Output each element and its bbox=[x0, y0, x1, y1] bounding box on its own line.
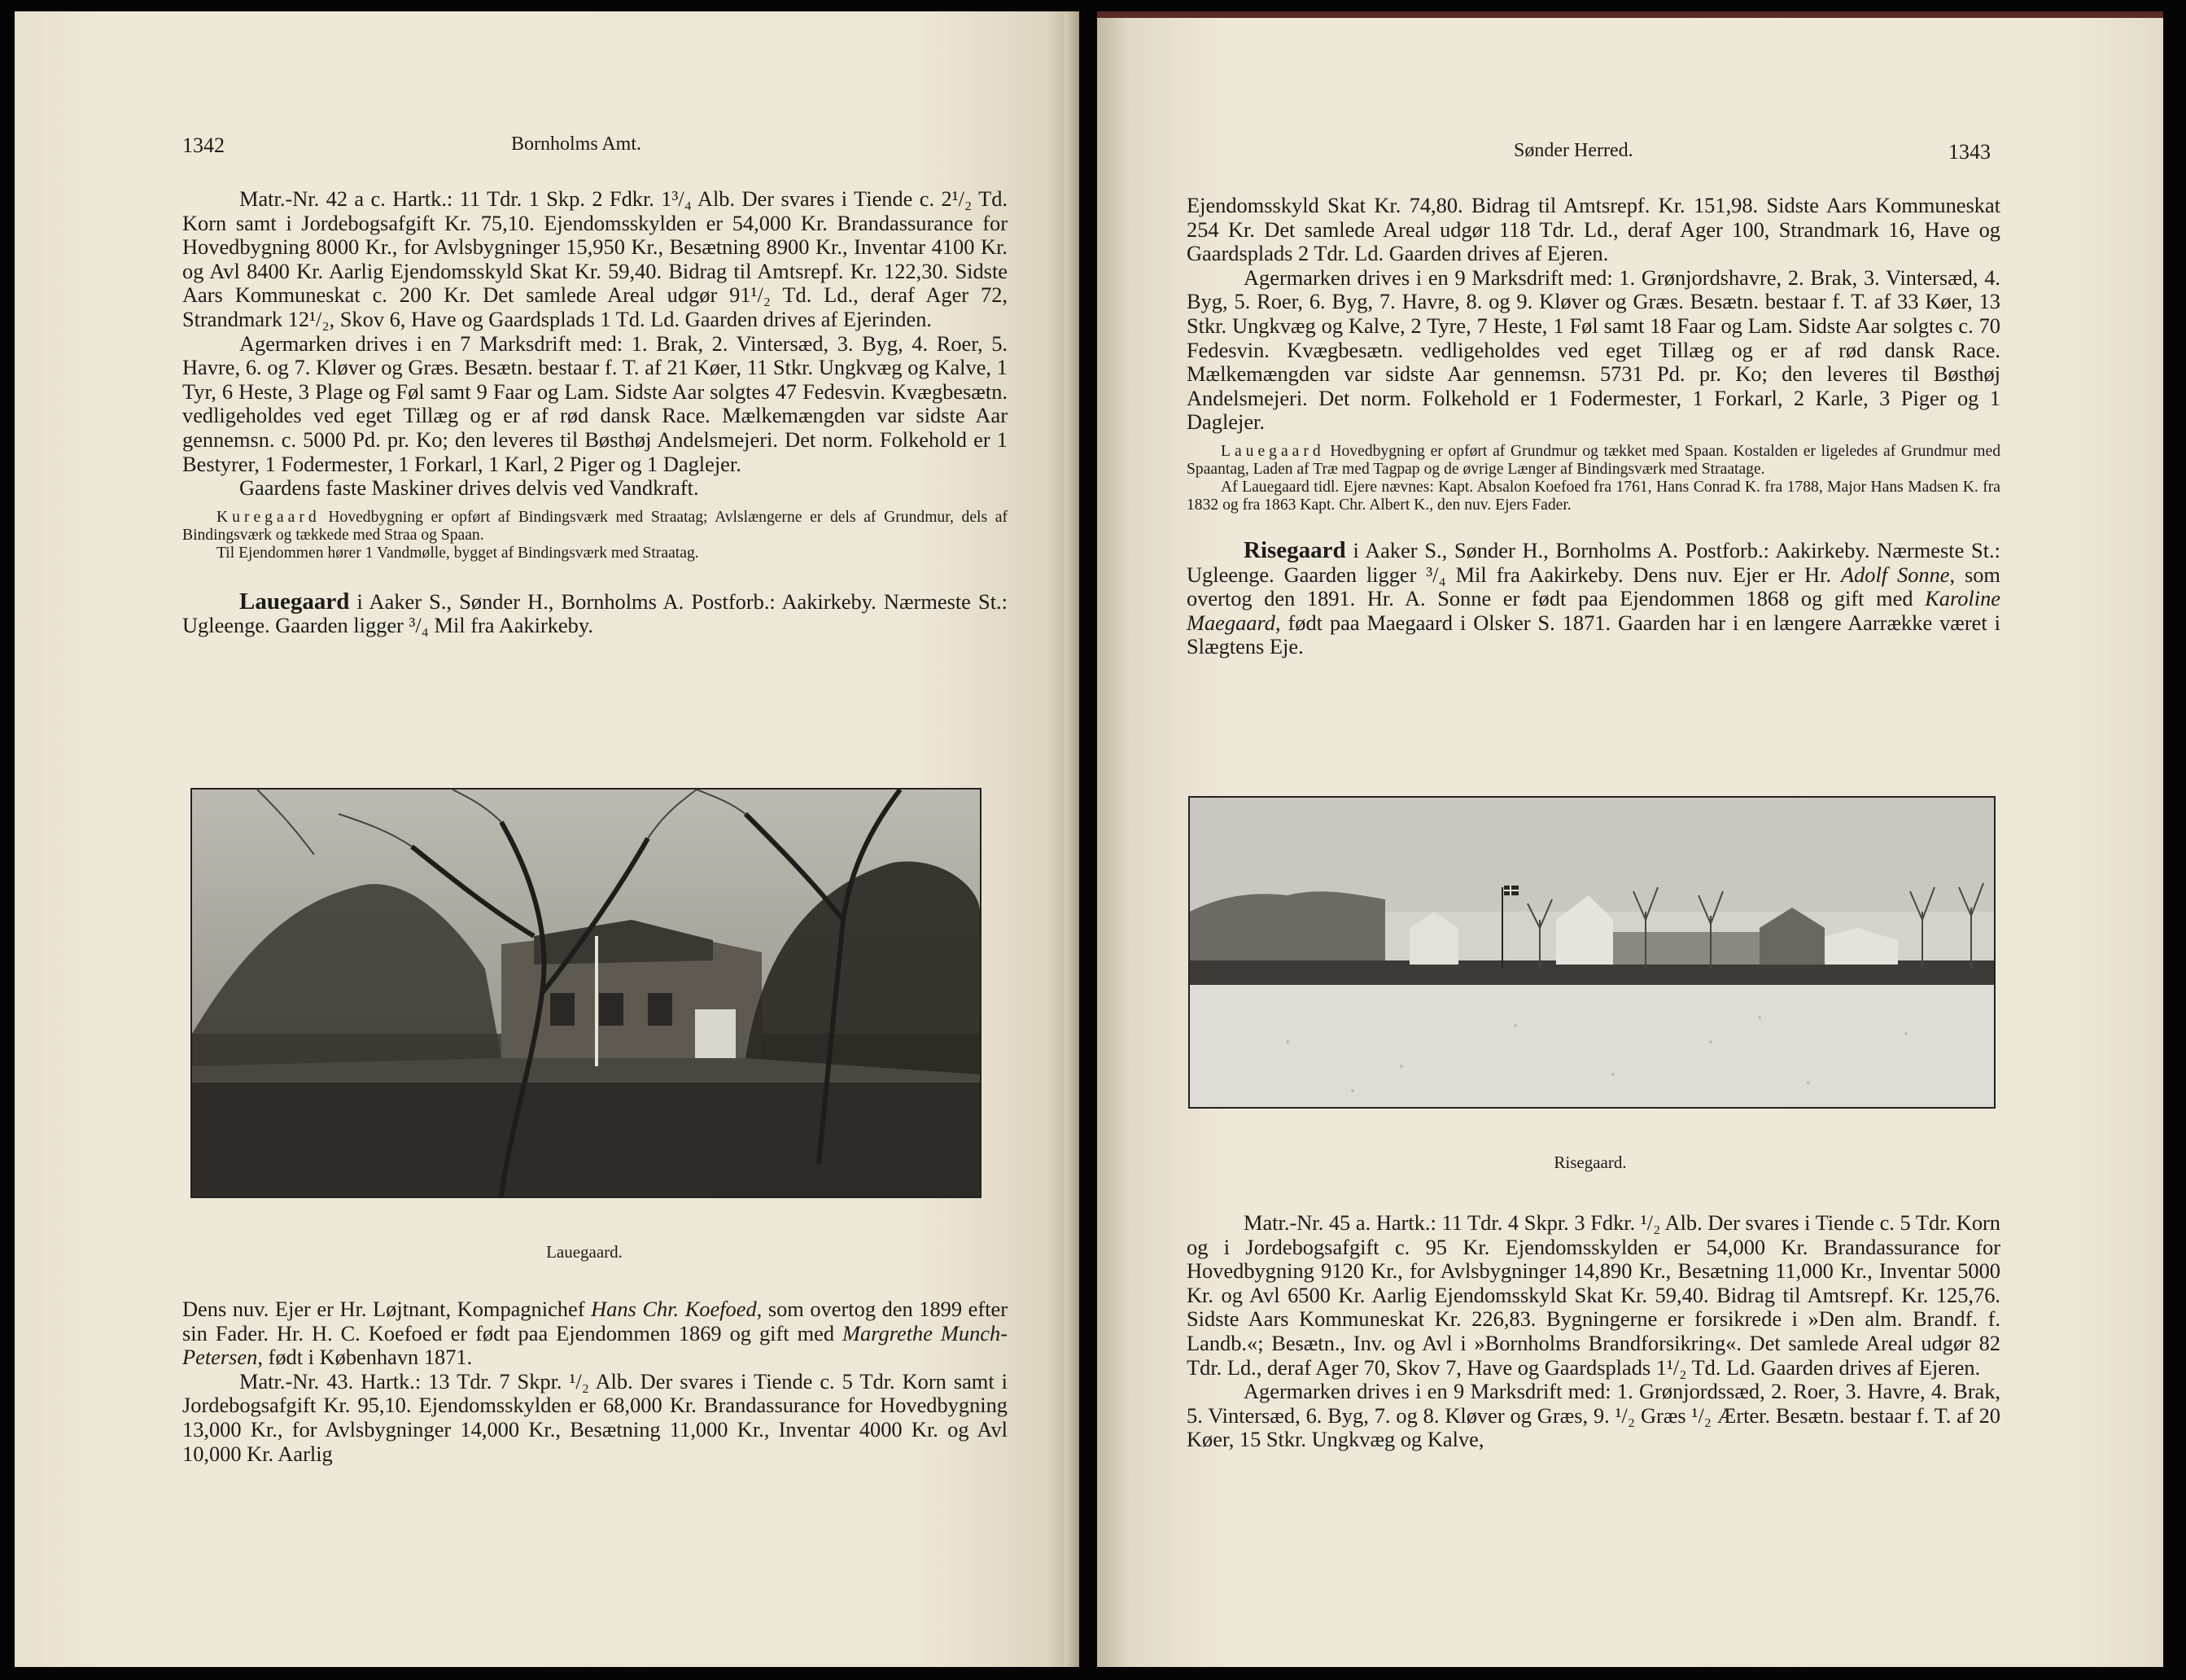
kuregaard-notes bbox=[182, 509, 1008, 562]
kuregaard-note-2: Til Ejendommen hører 1 Vandmølle, bygget af Bindingsværk med Straatag. bbox=[216, 544, 699, 562]
lauegaard-owner-text-c: , født i København 1871. bbox=[257, 1345, 473, 1370]
lauegaard-owner-name: Hans Chr. Koefoed bbox=[591, 1297, 757, 1321]
risegaard-paragraph-2: Agermarken drives i en 9 Marksdrift med: 1. Grønjordssæd, 2. Roer, 3. Havre, 4. Brak, 5. Vintersæd, 6. Byg, 7. og 8. Kløver og Græs, 9. ¹/₂ Græs ¹/₂ Ærter. Besætn. bestaar f. T. af 20 Køer, 15 Stkr. Ungkvæg og Kalve, bbox=[1187, 1379, 2000, 1452]
lauegaard-heading: Lauegaard bbox=[239, 588, 350, 615]
risegaard-photo-image bbox=[1190, 798, 1994, 1107]
kuregaard-paragraph-2: Agermarken drives i en 7 Marksdrift med: 1. Brak, 2. Vintersæd, 3. Byg, 4. Roer, 5. Havre, 6. og 7. Kløver og Græs. Besætn. bestaar f. T. af 21 Køer, 11 Stkr. Ungkvæg og Kalve, 1 Tyr, 6 Heste, 3 Plage og Føl samt 9 Faar og Lam. Sidste Aar solgtes 47 Fedesvin. Kvægbesætn. vedligeholdes ved eget Tillæg og er af rød dansk Race. Mælkemængden var sidste Aar gennemsn. c. 5000 Pd. pr. Ko; den leveres til Bøsthøj Andelsmejeri. Det norm. Folkehold er 1 Bestyrer, 1 Fodermester, 1 Forkarl, 1 Karl, 2 Piger og 1 Daglejer. bbox=[182, 330, 1008, 476]
risegaard-matr: Matr.-Nr. 45 a. Hartk.: 11 Tdr. 4 Skpr. 3 Fdkr. ¹/₂ Alb. Der svares i Tiende c. 5 Tdr. Korn og i Jordebogsafgift c. 95 Kr. Ejendomsskylden er 54,000 Kr. Brandassurance for Hovedbygning 9120 Kr., for Avlsbygninger 14,890 Kr., Besætning 11,000 Kr., Inventar 5000 Kr. og Avl 6500 Kr. Aarlig Ejendomsskyld Skat Kr. 59,40. Bidrag til Amtsrepf. Kr. 125,76. Sidste Aars Kommuneskat Kr. 226,83. Bygningerne er forsikrede i »Den alm. Brandf. f. Landb.«; Besætn., Inv. og Avl i »Bornholms Brandforsikring«. Det samlede Areal udgør 82 Tdr. Ld., deraf Ager 70, Skov 7, Have og Gaardsplads 1¹/₂ Td. Ld. Gaarden drives af Ejeren. bbox=[1187, 1210, 2000, 1380]
lauegaard-section bbox=[182, 1297, 1008, 1466]
lauegaard-cont-paragraph-1: Ejendomsskyld Skat Kr. 74,80. Bidrag til Amtsrepf. Kr. 151,98. Sidste Aars Kommuneskat 254 Kr. Det samlede Areal udgør 118 Tdr. Ld., deraf Ager 100, Strandmark 16, Have og Gaardsplads 2 Tdr. Ld. Gaarden drives af Ejeren. bbox=[1187, 193, 2000, 266]
left-page bbox=[15, 11, 1079, 1667]
risegaard-photo bbox=[1188, 796, 1996, 1109]
lauegaard-note-2: Af Lauegaard tidl. Ejere nævnes: Kapt. Absalon Koefoed fra 1761, Hans Conrad K. fra 1788, Major Hans Madsen K. fra 1832 og fra 1863 Kapt. Chr. Albert K., den nuv. Ejers Fader. bbox=[1187, 478, 2000, 514]
lauegaard-owner-text-b: , som overtog den 1899 efter sin Fader. Hr. H. C. Koefoed er født paa Ejendommen 1869 og gift med bbox=[182, 1297, 1008, 1345]
risegaard-intro bbox=[1187, 536, 2000, 659]
book-gutter bbox=[1065, 11, 1079, 1667]
lauegaard-intro bbox=[182, 590, 1008, 638]
kuregaard-note-name: Kuregaard bbox=[216, 508, 321, 526]
kuregaard-section bbox=[182, 187, 1008, 638]
lauegaard-caption: Lauegaard. bbox=[546, 1242, 623, 1262]
risegaard-intro-text-c: , født paa Maegaard i Olsker S. 1871. Gaarden har i en længere Aarrække været i Slægtens Eje. bbox=[1187, 610, 2000, 659]
lauegaard-owner bbox=[182, 1297, 1008, 1370]
running-head-right: Sønder Herred. bbox=[1514, 140, 1633, 161]
lauegaard-photo bbox=[190, 788, 982, 1198]
risegaard-owner-name: Adolf Sonne bbox=[1840, 562, 1950, 587]
lauegaard-continued bbox=[1187, 194, 2000, 659]
page-number-right: 1343 bbox=[1948, 140, 1991, 164]
risegaard-wife-name: Karoline Maegaard bbox=[1187, 586, 2000, 635]
page-number-left: 1342 bbox=[182, 133, 225, 157]
risegaard-heading: Risegaard bbox=[1244, 536, 1346, 563]
lauegaard-note-1: Hovedbygning er opført af Grundmur og tækket med Spaan. Kostalden er ligeledes af Grundmur med Spaantag, Laden af Træ med Tagpap og de øvrige Længer af Bindingsværk med Straatage. bbox=[1187, 442, 2000, 478]
kuregaard-note-1: Hovedbygning er opført af Bindingsværk med Straatag; Avlslængerne er dels af Grundmur, dels af Bindingsværk og tækkede med Straa og Spaan. bbox=[182, 508, 1008, 544]
risegaard-intro-text-b: , som overtog den 1891. Hr. A. Sonne er født paa Ejendommen 1868 og gift med bbox=[1187, 562, 2000, 611]
lauegaard-cont-paragraph-2: Agermarken drives i en 9 Marksdrift med: 1. Grønjordshavre, 2. Brak, 3. Vintersæd, 4. Byg, 5. Roer, 6. Byg, 7. Havre, 8. og 9. Kløver og Græs. Besætn. bestaar f. T. af 33 Køer, 13 Stkr. Ungkvæg og Kalve, 2 Tyre, 7 Heste, 1 Føl samt 18 Faar og Lam. Sidste Aar solgtes c. 70 Fedesvin. Kvægbesætn. vedligeholdes ved eget Tillæg og er af rød dansk Race. Mælkemængden var sidste Aar gennemsn. 5731 Pd. pr. Ko; den leveres til Bøsthøj Andelsmejeri. Det norm. Folkehold er 1 Fodermester, 1 Forkarl, 2 Karle, 3 Piger og 1 Daglejer. bbox=[1187, 265, 2000, 435]
kuregaard-paragraph-3: Gaardens faste Maskiner drives delvis ved Vandkraft. bbox=[239, 475, 699, 501]
lauegaard-intro-text: i Aaker S., Sønder H., Bornholms A. Postforb.: Aakirkeby. Nærmeste St.: Ugleenge. Gaarden ligger ³/₄ Mil fra Aakirkeby. bbox=[182, 588, 1008, 638]
risegaard-intro-text-a: i Aaker S., Sønder H., Bornholms A. Postforb.: Aakirkeby. Nærmeste St.: Ugleenge. Gaarden ligger ³/₄ Mil fra Aakirkeby. Dens nuv. Ejer er Hr. bbox=[1187, 537, 2000, 587]
lauegaard-note-name: Lauegaard bbox=[1221, 442, 1325, 460]
running-head-left: Bornholms Amt. bbox=[511, 133, 642, 155]
risegaard-section bbox=[1187, 1211, 2000, 1452]
risegaard-caption: Risegaard. bbox=[1554, 1153, 1627, 1172]
lauegaard-matr: Matr.-Nr. 43. Hartk.: 13 Tdr. 7 Skpr. ¹/₂ Alb. Der svares i Tiende c. 5 Tdr. Korn samt i Jordebogsafgift Kr. 95,10. Ejendomsskylden er 68,000 Kr. Brandassurance for Hovedbygning 13,000 Kr., for Avlsbygninger 14,000 Kr., Besætning 11,000 Kr., Inventar 4000 Kr. og Avl 10,000 Kr. Aarlig bbox=[182, 1368, 1008, 1466]
lauegaard-photo-image bbox=[192, 790, 980, 1197]
lauegaard-notes bbox=[1187, 443, 2000, 514]
kuregaard-paragraph-1: Matr.-Nr. 42 a c. Hartk.: 11 Tdr. 1 Skp. 2 Fdkr. 1³/₄ Alb. Der svares i Tiende c. 2¹/₂ Td. Korn samt i Jordebogsafgift Kr. 75,10. Ejendomsskylden er 54,000 Kr. Brandassurance for Hovedbygning 8000 Kr., for Avlsbygninger 15,950 Kr., Besætning 8900 Kr., Inventar 4100 Kr. og Avl 8400 Kr. Aarlig Ejendomsskyld Skat Kr. 59,40. Bidrag til Amtsrepf. Kr. 122,30. Sidste Aars Kommuneskat c. 200 Kr. Det samlede Areal udgør 91¹/₂ Td. Ld., deraf Ager 72, Strandmark 12¹/₂, Skov 6, Have og Gaardsplads 1 Td. Ld. Gaarden drives af Ejerinden. bbox=[182, 186, 1008, 331]
lauegaard-wife-name: Margrethe Munch-Petersen bbox=[182, 1320, 1008, 1370]
lauegaard-owner-text-a: Dens nuv. Ejer er Hr. Løjtnant, Kompagnichef bbox=[182, 1297, 585, 1321]
right-page bbox=[1097, 11, 2163, 1667]
